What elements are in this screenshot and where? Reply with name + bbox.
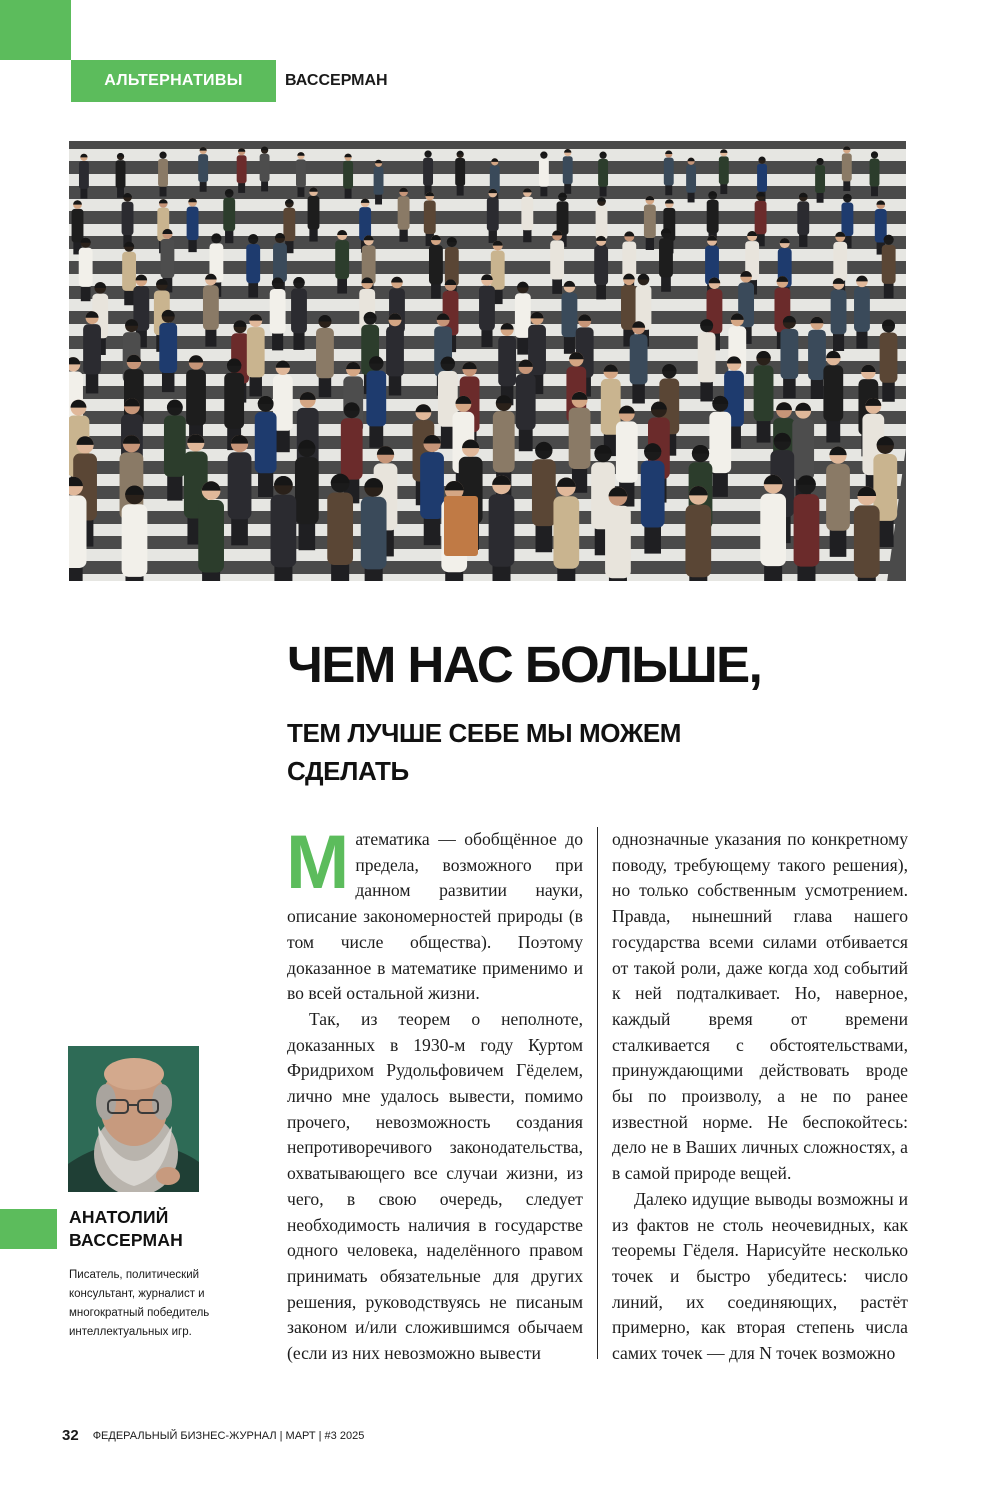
article-subtitle: ТЕМ ЛУЧШЕ СЕБЕ МЫ МОЖЕМ СДЕЛАТЬ: [287, 718, 682, 786]
hero-crowd-photo: [69, 141, 906, 581]
article-column-1: [286, 820, 583, 1367]
article-title: ЧЕМ НАС БОЛЬШЕ,: [287, 636, 762, 693]
author-accent-bar: [0, 1209, 57, 1249]
author-portrait-illustration: [68, 1046, 199, 1192]
crosswalk-stripe: [69, 149, 906, 161]
page-number: 32: [62, 1427, 79, 1444]
column-divider: [597, 827, 598, 1359]
corner-accent-block: [0, 0, 71, 60]
section-rubric: АЛЬТЕРНАТИВЫ: [71, 60, 276, 102]
page-footer: [62, 1427, 364, 1444]
publication-info: ФЕДЕРАЛЬНЫЙ БИЗНЕС-ЖУРНАЛ | МАРТ | #3 2025: [92, 1430, 365, 1442]
author-bio: Писатель, политический консультант, журналист и многократный победитель интеллектуальных игр.: [69, 1269, 210, 1338]
article-column-2: [612, 827, 908, 1367]
suitcase: [444, 496, 478, 556]
author-portrait: [68, 1046, 199, 1192]
author-name: АНАТОЛИЙ ВАССЕРМАН: [69, 1207, 184, 1250]
drop-cap: М: [286, 820, 350, 905]
paragraph: Так, из теорем о неполноте, доказанных в 1930-м году Куртом Фридрихом Рудольфовичем Гёделем, лично мне удалось вывести, помимо прочего, невозможность создания непротиворечивого законодательства, охватывающего все случаи жизни, из чего, в свою очередь, следует необходимость наличия в государстве одного человека, наделённого правом принимать обязательные для других решения, руководствуясь не писаным законом и/или сложившимся обычаем (если из них невозможно вывести: [287, 1008, 583, 1364]
paragraph: однозначные указания по конкретному поводу, требующему такого решения), но только собственным усмотрением. Правда, нынешний глава нашего государства всеми силами отбивается от такой роли, даже когда ход событий к ней подталкивает. Но, наверное, каждый время от времени сталкивается с обстоятельствами, принуждающими действовать вроде бы по произволу, а не по ранее известной норме. Не беспокойтесь: дело не в Ваших личных сложностях, а в самой природе вещей.: [612, 829, 908, 1184]
crowd-photo-illustration: [69, 141, 906, 581]
paragraph: Далеко идущие выводы возможны и из фактов не столь неочевидных, как теоремы Гёделя. Нарисуйте несколько точек и быстро убедитесь: число линий, их соединяющих, растёт примерно, как вторая степень числа самих точек — для N точек возможно: [612, 1188, 908, 1364]
lead-paragraph: [286, 820, 583, 1007]
lead-paragraph-text: атематика — обобщённое до предела, возможного при данном развитии науки, описание закономерностей природы (в том числе общества). Поэтому доказанное в математике применимо и во всей остальной жизни.: [287, 829, 583, 1004]
crosswalk-stripe: [69, 174, 906, 186]
section-subrubric: ВАССЕРМАН: [285, 72, 388, 89]
